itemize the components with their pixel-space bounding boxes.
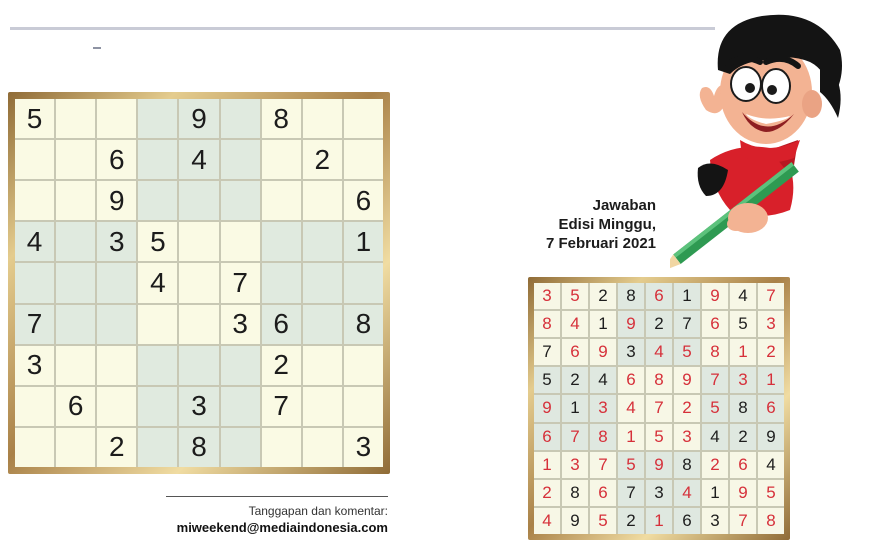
answer-cell: 7 xyxy=(562,424,588,450)
puzzle-cell: 3 xyxy=(221,305,260,344)
answer-cell: 7 xyxy=(646,395,672,421)
puzzle-cell xyxy=(97,305,136,344)
answer-cell: 4 xyxy=(758,452,784,478)
puzzle-cell xyxy=(97,263,136,302)
answer-cell: 9 xyxy=(562,508,588,534)
puzzle-cell xyxy=(56,140,95,179)
answer-cell: 3 xyxy=(590,395,616,421)
sudoku-answer-frame xyxy=(528,277,790,540)
puzzle-cell xyxy=(262,263,301,302)
puzzle-cell xyxy=(97,346,136,385)
puzzle-cell xyxy=(303,181,342,220)
puzzle-cell xyxy=(97,387,136,426)
answer-cell: 8 xyxy=(534,311,560,337)
answer-cell: 8 xyxy=(562,480,588,506)
answer-cell: 3 xyxy=(534,283,560,309)
answer-cell: 1 xyxy=(758,367,784,393)
answer-cell: 6 xyxy=(618,367,644,393)
puzzle-cell xyxy=(303,387,342,426)
puzzle-cell: 6 xyxy=(97,140,136,179)
puzzle-cell xyxy=(15,263,54,302)
puzzle-cell xyxy=(262,181,301,220)
puzzle-cell xyxy=(56,181,95,220)
puzzle-cell xyxy=(138,428,177,467)
cartoon-boy-with-pencil-icon xyxy=(670,0,870,272)
answer-cell: 5 xyxy=(618,452,644,478)
answer-cell: 2 xyxy=(562,367,588,393)
answer-cell: 6 xyxy=(646,283,672,309)
answer-cell: 1 xyxy=(618,424,644,450)
puzzle-cell: 8 xyxy=(344,305,383,344)
puzzle-cell xyxy=(179,305,218,344)
puzzle-cell xyxy=(303,428,342,467)
answer-cell: 8 xyxy=(618,283,644,309)
puzzle-cell xyxy=(15,387,54,426)
answer-cell: 9 xyxy=(590,339,616,365)
puzzle-cell: 9 xyxy=(179,99,218,138)
puzzle-cell: 5 xyxy=(15,99,54,138)
answer-cell: 7 xyxy=(534,339,560,365)
puzzle-cell xyxy=(15,181,54,220)
answer-cell: 9 xyxy=(730,480,756,506)
answer-cell: 4 xyxy=(590,367,616,393)
answer-cell: 4 xyxy=(646,339,672,365)
puzzle-cell: 6 xyxy=(56,387,95,426)
puzzle-cell xyxy=(56,99,95,138)
top-rule xyxy=(10,27,715,30)
answer-cell: 8 xyxy=(702,339,728,365)
answer-cell: 6 xyxy=(590,480,616,506)
puzzle-cell: 3 xyxy=(344,428,383,467)
answer-title xyxy=(546,196,656,253)
puzzle-cell: 3 xyxy=(179,387,218,426)
puzzle-cell: 7 xyxy=(262,387,301,426)
puzzle-cell xyxy=(303,263,342,302)
answer-cell: 1 xyxy=(674,283,700,309)
answer-cell: 1 xyxy=(702,480,728,506)
answer-cell: 2 xyxy=(730,424,756,450)
answer-title-line3: 7 Februari 2021 xyxy=(545,235,656,252)
puzzle-cell xyxy=(56,222,95,261)
answer-cell: 7 xyxy=(590,452,616,478)
puzzle-cell xyxy=(303,99,342,138)
puzzle-cell xyxy=(179,346,218,385)
answer-cell: 2 xyxy=(674,395,700,421)
answer-cell: 2 xyxy=(758,339,784,365)
puzzle-cell: 1 xyxy=(344,222,383,261)
answer-cell: 2 xyxy=(618,508,644,534)
answer-cell: 7 xyxy=(702,367,728,393)
answer-cell: 6 xyxy=(730,452,756,478)
answer-cell: 1 xyxy=(534,452,560,478)
puzzle-cell: 6 xyxy=(344,181,383,220)
answer-cell: 6 xyxy=(674,508,700,534)
answer-title-line1: Jawaban xyxy=(592,197,656,214)
answer-cell: 6 xyxy=(758,395,784,421)
puzzle-cell xyxy=(56,305,95,344)
puzzle-cell xyxy=(97,99,136,138)
sudoku-puzzle-frame xyxy=(8,92,390,474)
answer-cell: 3 xyxy=(702,508,728,534)
puzzle-cell: 2 xyxy=(262,346,301,385)
answer-cell: 9 xyxy=(674,367,700,393)
answer-cell: 9 xyxy=(618,311,644,337)
puzzle-cell: 4 xyxy=(179,140,218,179)
answer-cell: 5 xyxy=(730,311,756,337)
puzzle-cell: 9 xyxy=(97,181,136,220)
answer-cell: 3 xyxy=(562,452,588,478)
puzzle-cell: 3 xyxy=(15,346,54,385)
answer-cell: 2 xyxy=(702,452,728,478)
puzzle-cell: 2 xyxy=(303,140,342,179)
answer-cell: 4 xyxy=(674,480,700,506)
answer-cell: 4 xyxy=(730,283,756,309)
puzzle-cell xyxy=(221,387,260,426)
puzzle-cell: 3 xyxy=(97,222,136,261)
credit-label: Tanggapan dan komentar: xyxy=(248,504,388,518)
decorative-dash xyxy=(93,47,101,49)
answer-cell: 5 xyxy=(674,339,700,365)
answer-cell: 9 xyxy=(534,395,560,421)
puzzle-cell: 6 xyxy=(262,305,301,344)
answer-cell: 7 xyxy=(758,283,784,309)
answer-cell: 6 xyxy=(534,424,560,450)
answer-cell: 7 xyxy=(674,311,700,337)
answer-cell: 1 xyxy=(590,311,616,337)
puzzle-cell xyxy=(138,99,177,138)
puzzle-cell xyxy=(303,346,342,385)
puzzle-cell xyxy=(56,428,95,467)
answer-cell: 2 xyxy=(534,480,560,506)
answer-cell: 7 xyxy=(730,508,756,534)
answer-cell: 3 xyxy=(618,339,644,365)
answer-cell: 3 xyxy=(646,480,672,506)
puzzle-cell xyxy=(344,346,383,385)
puzzle-cell xyxy=(179,222,218,261)
puzzle-cell xyxy=(56,346,95,385)
answer-cell: 2 xyxy=(646,311,672,337)
puzzle-cell xyxy=(262,428,301,467)
answer-cell: 8 xyxy=(646,367,672,393)
answer-cell: 8 xyxy=(590,424,616,450)
answer-cell: 4 xyxy=(618,395,644,421)
puzzle-cell xyxy=(15,140,54,179)
answer-cell: 1 xyxy=(562,395,588,421)
puzzle-cell xyxy=(344,99,383,138)
answer-cell: 8 xyxy=(758,508,784,534)
answer-cell: 4 xyxy=(534,508,560,534)
answer-cell: 1 xyxy=(646,508,672,534)
answer-cell: 5 xyxy=(562,283,588,309)
sudoku-puzzle-grid xyxy=(15,99,383,467)
answer-cell: 4 xyxy=(702,424,728,450)
puzzle-cell: 8 xyxy=(179,428,218,467)
answer-cell: 3 xyxy=(758,311,784,337)
puzzle-cell xyxy=(221,346,260,385)
answer-title-line2: Edisi Minggu, xyxy=(558,216,656,233)
puzzle-cell xyxy=(221,222,260,261)
puzzle-cell xyxy=(15,428,54,467)
puzzle-cell xyxy=(179,263,218,302)
puzzle-cell xyxy=(221,181,260,220)
puzzle-cell xyxy=(262,140,301,179)
puzzle-cell xyxy=(221,428,260,467)
puzzle-cell xyxy=(344,263,383,302)
credit-email: miweekend@mediaindonesia.com xyxy=(176,520,388,535)
puzzle-cell: 7 xyxy=(15,305,54,344)
answer-cell: 5 xyxy=(758,480,784,506)
sudoku-answer-grid xyxy=(534,283,784,534)
answer-cell: 2 xyxy=(590,283,616,309)
answer-cell: 6 xyxy=(702,311,728,337)
puzzle-cell: 8 xyxy=(262,99,301,138)
answer-cell: 8 xyxy=(674,452,700,478)
answer-cell: 7 xyxy=(618,480,644,506)
puzzle-cell xyxy=(262,222,301,261)
puzzle-cell: 5 xyxy=(138,222,177,261)
puzzle-cell xyxy=(179,181,218,220)
puzzle-cell: 4 xyxy=(138,263,177,302)
answer-cell: 5 xyxy=(702,395,728,421)
puzzle-cell xyxy=(138,346,177,385)
puzzle-cell: 7 xyxy=(221,263,260,302)
puzzle-cell: 4 xyxy=(15,222,54,261)
puzzle-cell xyxy=(303,222,342,261)
puzzle-cell xyxy=(344,140,383,179)
answer-cell: 4 xyxy=(562,311,588,337)
puzzle-cell xyxy=(56,263,95,302)
credit-divider xyxy=(166,496,388,497)
puzzle-cell xyxy=(138,387,177,426)
puzzle-cell xyxy=(221,99,260,138)
answer-cell: 6 xyxy=(562,339,588,365)
answer-cell: 5 xyxy=(590,508,616,534)
puzzle-cell xyxy=(303,305,342,344)
answer-cell: 3 xyxy=(674,424,700,450)
answer-cell: 5 xyxy=(646,424,672,450)
puzzle-cell xyxy=(138,305,177,344)
answer-cell: 9 xyxy=(646,452,672,478)
puzzle-cell xyxy=(344,387,383,426)
answer-cell: 9 xyxy=(702,283,728,309)
answer-cell: 9 xyxy=(758,424,784,450)
answer-cell: 8 xyxy=(730,395,756,421)
puzzle-cell xyxy=(138,181,177,220)
answer-cell: 3 xyxy=(730,367,756,393)
puzzle-cell xyxy=(138,140,177,179)
answer-cell: 5 xyxy=(534,367,560,393)
puzzle-cell xyxy=(221,140,260,179)
answer-cell: 1 xyxy=(730,339,756,365)
puzzle-cell: 2 xyxy=(97,428,136,467)
